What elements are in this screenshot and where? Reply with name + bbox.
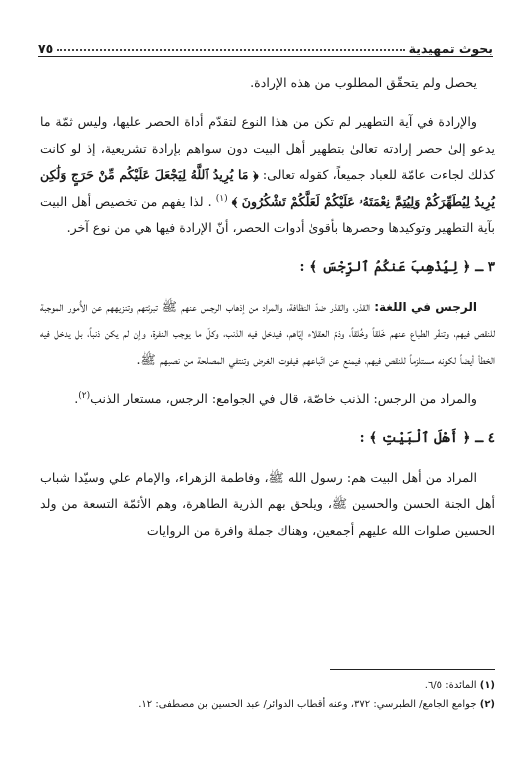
section-4-number: ٤ ـ bbox=[475, 430, 495, 447]
footnote-2-number: (٢) bbox=[479, 699, 495, 710]
footnote-2 bbox=[40, 695, 495, 714]
footnote-1-number: (١) bbox=[479, 680, 495, 691]
footnote-separator bbox=[330, 669, 495, 670]
section-heading-4 bbox=[40, 425, 495, 451]
footnote-ref-1[interactable]: (١) bbox=[215, 193, 228, 204]
section-4-title: ﴿ أَهْلَ ٱلْبَيْتِ ﴾ : bbox=[359, 430, 471, 447]
footnote-1 bbox=[40, 676, 495, 695]
paragraph-5: المراد من أهل البيت هم: رسول الله ﷺ، وفاطمة الزهراء، والإمام علي وسيّدا شباب أهل الجنة الحسن والحسين ﷺ، ويلحق بهم الذرية الطاهرة، وهم الأئمّة التسعة من ولد الحسين صلوات الله عليهم أجمعين، وهناك جملة وافرة من الروايات bbox=[40, 469, 495, 538]
term-rijs: الرجس في اللغة: bbox=[374, 299, 477, 314]
header-title: بحوث تمهيدية bbox=[408, 41, 493, 56]
paragraph-4: والمراد من الرجس: الذنب خاصّة، قال في الجوامع: الرجس، مستعار الذنب$^{(٢)}$. bbox=[74, 390, 477, 407]
paragraph-1: يحصل ولم يتحقّق المطلوب من هذه الإرادة. bbox=[250, 75, 477, 90]
paragraph-4-text: والمراد من الرجس: الذنب خاصّة، قال في الجوامع: الرجس، مستعار الذنب bbox=[90, 391, 477, 407]
footnote-2-text: جوامع الجامع/ الطبرسي: ٣٧٢، وعنه أقطاب الدوائر/ عبد الحسين بن مصطفى: ١٢. bbox=[138, 699, 477, 710]
paragraph-2-text-a: والإرادة في آية التطهير لم تكن من هذا النوع لتقدّم أداة الحصر عليها، وليس ثمّة ما يدعو إلىٰ حصر إرادته تعالىٰ بتطهير أهل البيت دون سواهم بإرادة تشريعية، إذ لو كانت كذلك لجاءت عامّة للعباد جميعاً، كقوله تعالى: bbox=[40, 114, 495, 183]
page-body bbox=[40, 70, 495, 544]
footnotes bbox=[40, 676, 495, 714]
paragraph-3-text: القذر، والقذر ضدّ النظافة، والمراد من إذهاب الرجس عنهم ﷺ تبرئتهم وتنزيههم عن الأُمور الموجبة للنقص فيهم، وتنفّر الطباع عنهم خَلقاً وخُلقاً، وذمّ العقلاء إيّاهم، فيدخل فيه الذنب، وكلّ ما يوجب النفرة، وإن لم يكن ذنباً، بل يدخل فيه الخطأ أيضاً لكونه مستلزماً للنقص فيهم، فيمنع عن اتّباعهم فيفوت الغرض وتنتفي المصلحة من نصبهم ﷺ. bbox=[40, 298, 495, 367]
paragraph-2-text-b: . لذا يفهم من تخصيص أهل البيت بآية التطهير وتوكيدها وحصرها بأقوىٰ أدوات الحصر، أنّ الإرادة فيها هي من نوع آخر. bbox=[40, 193, 495, 236]
section-3-number: ٣ ـ bbox=[475, 259, 495, 276]
footnote-1-text: المائدة: ٦/٥. bbox=[424, 680, 477, 691]
running-header bbox=[38, 30, 493, 57]
quran-verse: ﴿ مَا يُرِيدُ ٱللَّهُ لِيَجْعَلَ عَلَيْكُم مِّنْ حَرَجٍ وَلَٰكِن يُرِيدُ لِيُطَهِّرَكُمْ وَلِيُتِمَّ نِعْمَتَهُۥ عَلَيْكُمْ لَعَلَّكُمْ تَشْكُرُونَ ﴾ bbox=[40, 167, 495, 209]
section-heading-3 bbox=[40, 254, 495, 280]
header-dot-leader bbox=[57, 49, 404, 51]
footnote-ref-2[interactable]: (٢) bbox=[78, 390, 91, 401]
page-number: ٧٥ bbox=[38, 41, 54, 56]
section-3-title: ﴿ لِيُذْهِبَ عَنكُمُ ٱلرِّجْسَ ﴾ : bbox=[299, 259, 471, 276]
paragraph-3 bbox=[40, 294, 495, 373]
paragraph-2 bbox=[40, 109, 495, 241]
